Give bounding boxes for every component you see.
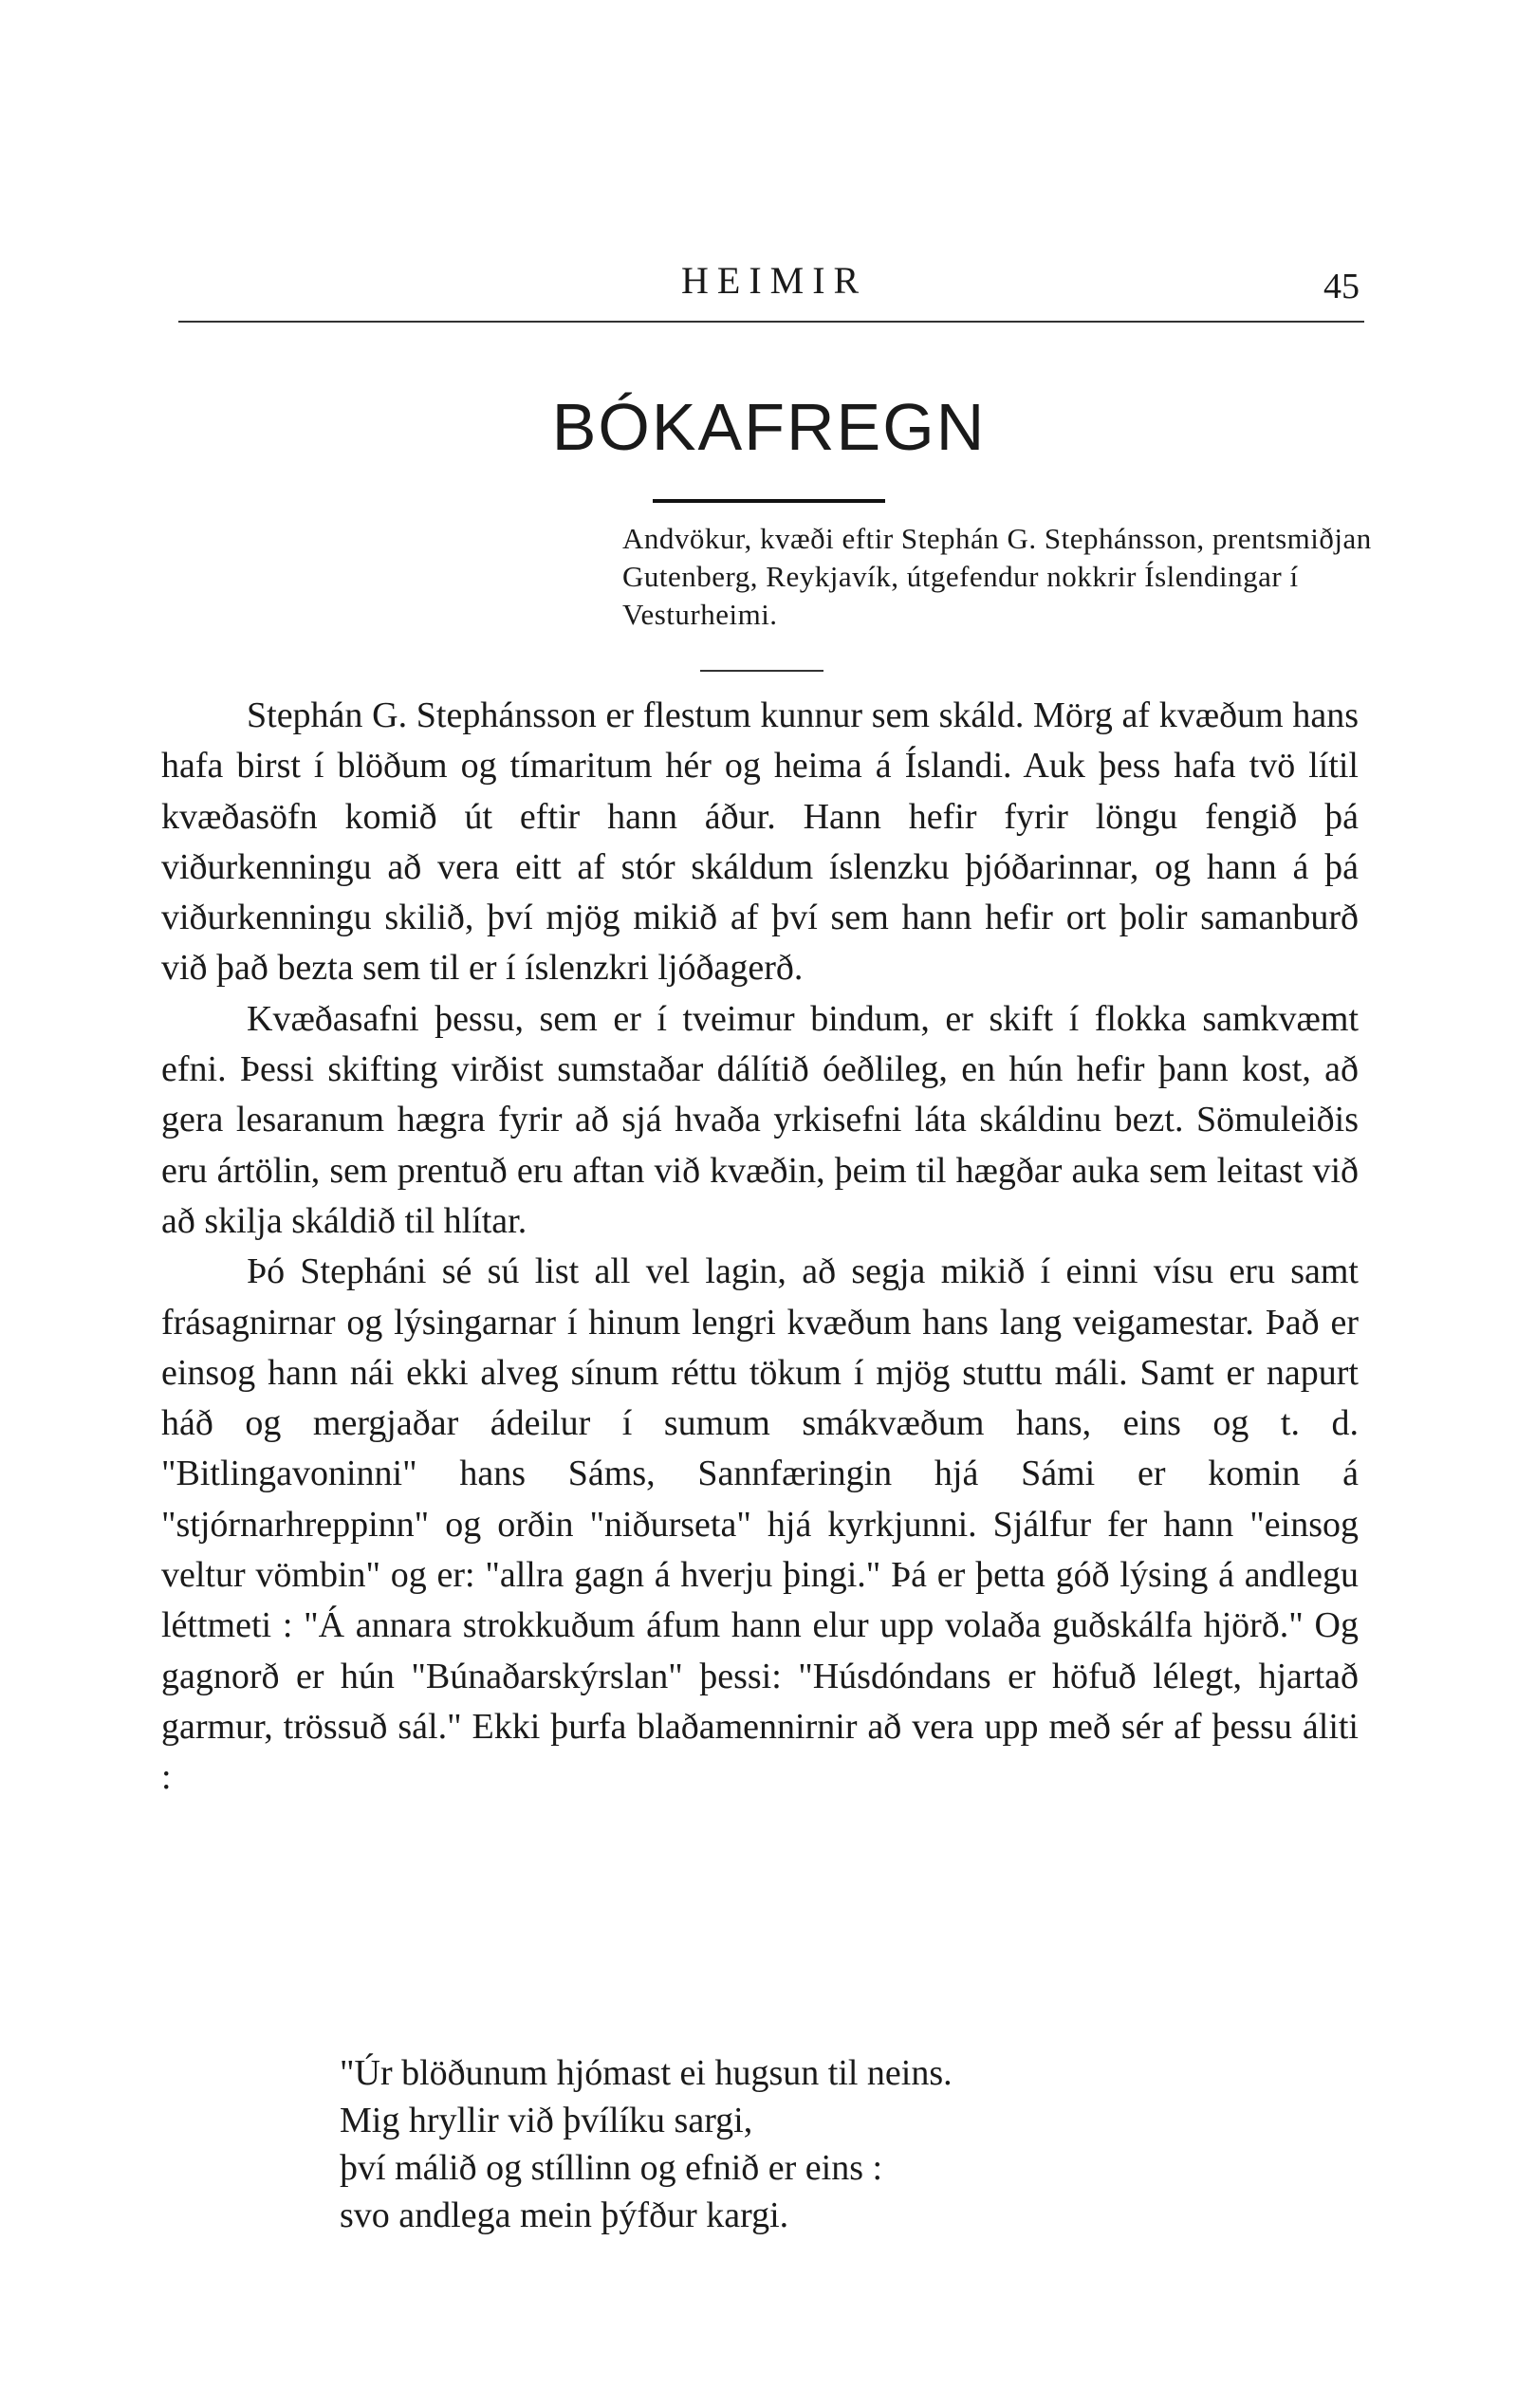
title-rule bbox=[653, 499, 885, 503]
book-citation: Andvökur, kvæði eftir Stephán G. Stephánsson, prentsmiðjan Gutenberg, Reykjavík, útgefendur nokkrir Íslendingar í Vesturheimi. bbox=[622, 522, 1372, 631]
paragraph: Kvæðasafni þessu, sem er í tveimur bindum, er skift í flokka samkvæmt efni. Þessi skifting virðist sumstaðar dálítið óeðlileg, en hún hefir þann kost, að gera lesaranum hægra fyrir að sjá hvaða yrkisefni láta skáldinu bezt. Sömuleiðis eru ártölin, sem prentuð eru aftan við kvæðin, þeim til hægðar auka sem leitast við að skilja skáldið til hlítar. bbox=[161, 998, 1359, 1241]
paragraph: Þó Stepháni sé sú list all vel lagin, að segja mikið í einni vísu eru samt frásagnirnar og lýsingarnar í hinum lengri kvæðum hans lang veigamestar. Það er einsog hann nái ekki alveg sínum réttu tökum í mjög stuttu máli. Samt er napurt háð og mergjaðar ádeilur í sumum smákvæðum hans, eins og t. d. "Bitlingavoninni" hans Sáms, Sannfæringin hjá Sámi er komin á "stjórnarhreppinn" og orðin "niðurseta" hjá kyrkjunni. Sjálfur fer hann "einsog veltur vömbin" og er: "allra gagn á hverju þingi." Þá er þetta góð lýsing á andlegu léttmeti : "Á annara strokkuðum áfum hann elur upp volaða guðskálfa hjörð." Og gagnorð er hún "Búnaðarskýrslan" þessi: "Húsdóndans er höfuð lélegt, hjartað garmur, trössuð sál." Ekki þurfa blaðamennirnir að vera upp með sér af þessu áliti : bbox=[161, 1251, 1359, 1798]
poem-line: svo andlega mein þýfður kargi. bbox=[340, 2195, 789, 2235]
quoted-poem bbox=[340, 2049, 953, 2239]
running-head: HEIMIR bbox=[681, 259, 868, 302]
poem-line: Mig hryllir við þvílíku sargi, bbox=[340, 2101, 753, 2140]
article-title: BÓKAFREGN bbox=[551, 390, 987, 464]
poem-line: "Úr blöðunum hjómast ei hugsun til neins. bbox=[340, 2053, 953, 2093]
poem-line: því málið og stíllinn og efnið er eins : bbox=[340, 2148, 883, 2188]
page-number: 45 bbox=[1323, 267, 1360, 306]
review-body bbox=[161, 691, 1359, 1804]
page-header bbox=[0, 258, 1517, 315]
header-rule bbox=[178, 321, 1364, 323]
citation-rule bbox=[700, 670, 823, 672]
paragraph: Stephán G. Stephánsson er flestum kunnur sem skáld. Mörg af kvæðum hans hafa birst í blöðum og tímaritum hér og heima á Íslandi. Auk þess hafa tvö lítil kvæðasöfn komið út eftir hann áður. Hann hefir fyrir löngu fengið þá viðurkenningu að vera eitt af stór skáldum íslenzku þjóðarinnar, og hann á þá viðurkenningu skilið, því mjög mikið af því sem hann hefir ort þolir samanburð við það bezta sem til er í íslenzkri ljóðagerð. bbox=[161, 695, 1359, 989]
